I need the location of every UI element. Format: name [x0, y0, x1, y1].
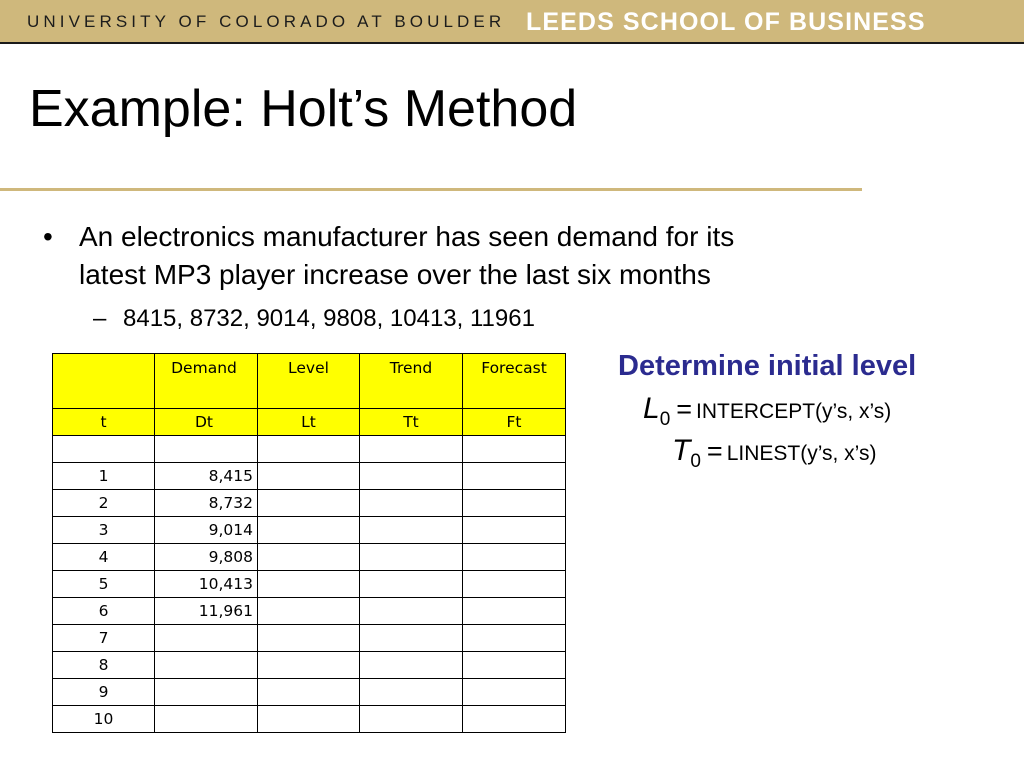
university-name: UNIVERSITY OF COLORADO AT BOULDER — [27, 12, 506, 31]
formula-subscript: 0 — [659, 409, 671, 430]
period-cell — [53, 436, 155, 463]
forecast-cell — [463, 544, 566, 571]
holt-data-table — [52, 353, 566, 733]
table-symbol-row — [53, 409, 566, 436]
table-row — [53, 706, 566, 733]
table-row — [53, 463, 566, 490]
table-row — [53, 490, 566, 517]
demand-cell — [155, 652, 258, 679]
table-row — [53, 436, 566, 463]
period-cell: 7 — [53, 625, 155, 652]
sub-bullet-marker: – — [93, 305, 107, 332]
title-divider — [0, 188, 862, 191]
sub-bullet-values: 8415, 8732, 9014, 9808, 10413, 11961 — [123, 305, 535, 332]
demand-cell — [155, 436, 258, 463]
demand-cell: 8,732 — [155, 490, 258, 517]
forecast-cell: Forecast — [463, 354, 566, 409]
trend-cell — [360, 490, 463, 517]
formula-expression: INTERCEPT(y’s, x’s) — [696, 400, 892, 423]
demand-cell — [155, 706, 258, 733]
period-cell: 2 — [53, 490, 155, 517]
forecast-cell — [463, 598, 566, 625]
trend-cell: Trend — [360, 354, 463, 409]
table-row — [53, 625, 566, 652]
level-cell — [258, 652, 360, 679]
trend-cell — [360, 652, 463, 679]
period-cell: 6 — [53, 598, 155, 625]
level-cell — [258, 490, 360, 517]
demand-cell — [155, 679, 258, 706]
forecast-cell: Ft — [463, 409, 566, 436]
trend-cell — [360, 679, 463, 706]
level-cell — [258, 706, 360, 733]
demand-cell: 9,014 — [155, 517, 258, 544]
forecast-cell — [463, 436, 566, 463]
trend-cell: Tt — [360, 409, 463, 436]
trend-cell — [360, 517, 463, 544]
demand-cell: Dt — [155, 409, 258, 436]
level-cell — [258, 625, 360, 652]
demand-cell: 11,961 — [155, 598, 258, 625]
level-cell — [258, 571, 360, 598]
table-header-row — [53, 354, 566, 409]
formula-equals: = — [676, 394, 693, 424]
demand-cell: 10,413 — [155, 571, 258, 598]
header-banner — [0, 0, 1024, 44]
demand-cell: Demand — [155, 354, 258, 409]
school-name: LEEDS SCHOOL OF BUSINESS — [526, 8, 926, 36]
formula-initial-level — [643, 392, 892, 430]
period-cell: 9 — [53, 679, 155, 706]
level-cell — [258, 436, 360, 463]
bullet-marker: • — [43, 221, 53, 252]
trend-cell — [360, 544, 463, 571]
period-cell: 8 — [53, 652, 155, 679]
trend-cell — [360, 625, 463, 652]
trend-cell — [360, 463, 463, 490]
forecast-cell — [463, 463, 566, 490]
table-row — [53, 517, 566, 544]
level-cell — [258, 463, 360, 490]
formula-subscript: 0 — [690, 451, 701, 472]
level-cell — [258, 598, 360, 625]
bullet-text-line-1: An electronics manufacturer has seen demand for its — [79, 221, 735, 252]
formula-variable: T — [672, 434, 691, 467]
trend-cell — [360, 706, 463, 733]
table-row — [53, 652, 566, 679]
annotation-heading: Determine initial level — [618, 350, 917, 382]
trend-cell — [360, 436, 463, 463]
period-cell: t — [53, 409, 155, 436]
period-cell: 3 — [53, 517, 155, 544]
forecast-cell — [463, 490, 566, 517]
forecast-cell — [463, 679, 566, 706]
trend-cell — [360, 598, 463, 625]
demand-cell — [155, 625, 258, 652]
forecast-cell — [463, 625, 566, 652]
forecast-cell — [463, 517, 566, 544]
level-cell: Lt — [258, 409, 360, 436]
forecast-cell — [463, 706, 566, 733]
level-cell — [258, 544, 360, 571]
table-row — [53, 571, 566, 598]
table-row — [53, 598, 566, 625]
demand-cell: 8,415 — [155, 463, 258, 490]
table-row — [53, 544, 566, 571]
level-cell: Level — [258, 354, 360, 409]
bullet-text-line-2: latest MP3 player increase over the last six months — [79, 259, 711, 290]
forecast-cell — [463, 571, 566, 598]
trend-cell — [360, 571, 463, 598]
period-cell: 4 — [53, 544, 155, 571]
level-cell — [258, 517, 360, 544]
table-row — [53, 679, 566, 706]
slide-title: Example: Holt’s Method — [29, 80, 578, 138]
period-cell: 5 — [53, 571, 155, 598]
period-cell: 1 — [53, 463, 155, 490]
level-cell — [258, 679, 360, 706]
period-cell: 10 — [53, 706, 155, 733]
formula-expression: LINEST(y’s, x’s) — [726, 442, 877, 465]
forecast-cell — [463, 652, 566, 679]
formula-equals: = — [706, 436, 723, 466]
period-cell — [53, 354, 155, 409]
demand-cell: 9,808 — [155, 544, 258, 571]
formula-initial-trend — [672, 434, 877, 472]
formula-variable: L — [643, 392, 660, 425]
